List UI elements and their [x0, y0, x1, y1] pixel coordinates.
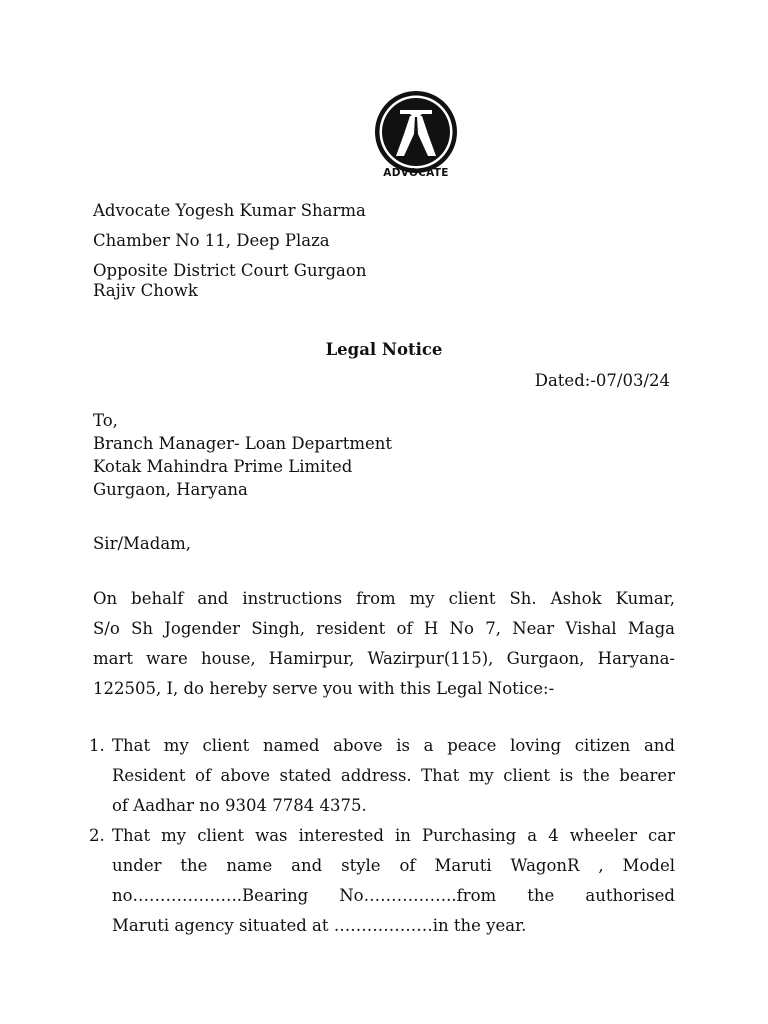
intro-line: mart ware house, Hamirpur, Wazirpur(115), Gurgaon, Haryana-: [93, 649, 675, 668]
advocate-bands-emblem-icon: [374, 90, 458, 174]
intro-line: 122505, I, do hereby serve you with this Legal Notice:-: [93, 679, 555, 698]
point-line: That my client was interested in Purchasing a 4 wheeler car: [112, 826, 675, 845]
intro-line: On behalf and instructions from my client Sh. Ashok Kumar,: [93, 589, 675, 608]
point-line: Maruti agency situated at ………………in the year.: [112, 916, 527, 935]
point-line: under the name and style of Maruti WagonR , Model: [112, 856, 675, 875]
greeting: Sir/Madam,: [93, 534, 192, 553]
recipient-line2: Kotak Mahindra Prime Limited: [93, 457, 353, 476]
recipient-line3: Gurgaon, Haryana: [93, 480, 248, 499]
point-number: 1.: [89, 736, 105, 755]
sender-name: Advocate Yogesh Kumar Sharma: [93, 201, 366, 220]
point-line: Resident of above stated address. That my client is the bearer: [112, 766, 675, 785]
point-line: That my client named above is a peace loving citizen and: [112, 736, 675, 755]
point-number: 2.: [89, 826, 105, 845]
logo-caption: ADVOCATE: [383, 167, 449, 179]
recipient-to: To,: [93, 411, 118, 430]
point-body: [112, 731, 675, 821]
intro-line: S/o Sh Jogender Singh, resident of H No 7, Near Vishal Maga: [93, 619, 675, 638]
sender-address-line2: Rajiv Chowk: [93, 281, 198, 300]
intro-paragraph: [93, 584, 675, 704]
sender-chamber: Chamber No 11, Deep Plaza: [93, 231, 330, 250]
point-line: no………………..Bearing No……………..from the authorised: [112, 886, 675, 905]
sender-address-line1: Opposite District Court Gurgaon: [93, 261, 367, 280]
notice-title: Legal Notice: [325, 340, 443, 359]
point-body: [112, 821, 675, 941]
notice-date: Dated:-07/03/24: [534, 371, 670, 390]
recipient-line1: Branch Manager- Loan Department: [93, 434, 392, 453]
point-line: of Aadhar no 9304 7784 4375.: [112, 796, 367, 815]
